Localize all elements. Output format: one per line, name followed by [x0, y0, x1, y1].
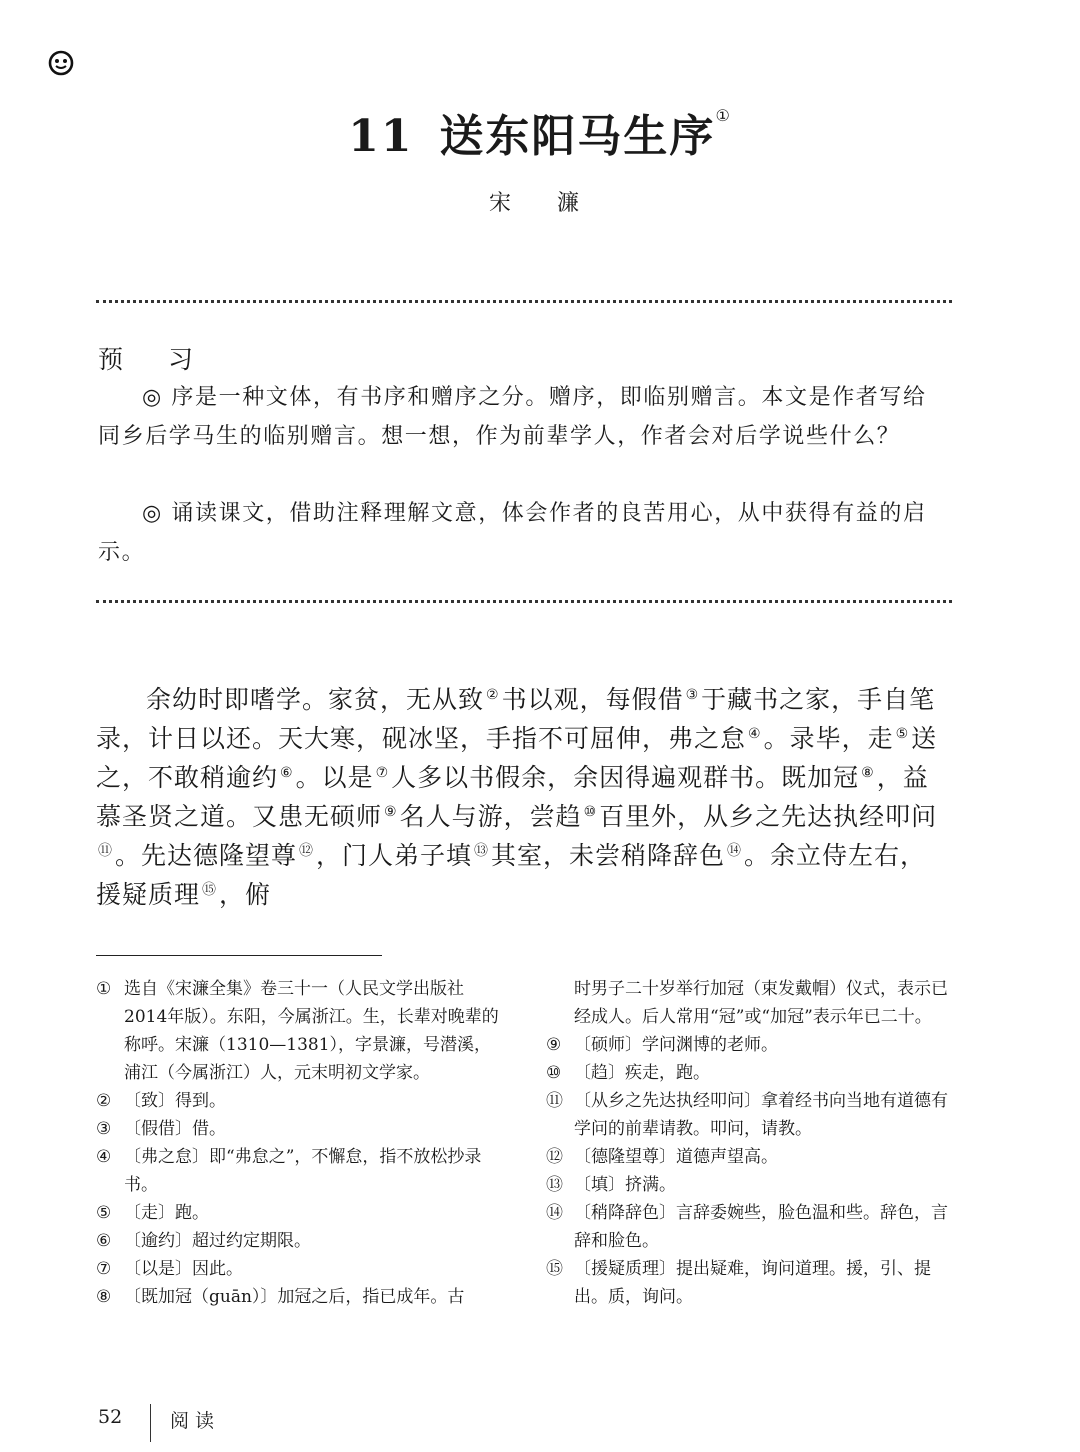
footnote-text: 〔援疑质理〕提出疑难，询问道理。援，引、提出。质，询问。: [574, 1259, 931, 1307]
footnote-mark: ⑨: [546, 1035, 562, 1055]
footnote-ref: ⑮: [202, 882, 218, 898]
footnote-text: 〔逾约〕超过约定期限。: [124, 1231, 311, 1251]
lesson-title: [0, 100, 1080, 164]
footnote-text: 〔走〕跑。: [124, 1203, 209, 1223]
footnote-ref: ⑪: [98, 843, 113, 859]
footnote-text: 〔稍降辞色〕言辞委婉些，脸色温和些。辞色，言辞和脸色。: [574, 1203, 948, 1251]
footnote-continuation: [546, 975, 956, 1031]
main-text-paragraph: [96, 680, 952, 914]
lesson-title-text: 送东阳马生序: [439, 111, 716, 162]
footnote-text: 〔德隆望尊〕道德声望高。: [574, 1147, 778, 1167]
text-segment: 余幼时即嗜学。家贫，无从致: [146, 685, 485, 714]
footnote-ref: ③: [685, 687, 700, 703]
title-footnote-mark: ①: [715, 106, 732, 125]
footnote-item: [546, 1199, 956, 1255]
footnote-mark: ⑤: [96, 1203, 112, 1223]
section-label: 阅读: [170, 1410, 221, 1432]
footnote-text: 〔以是〕因此。: [124, 1259, 243, 1279]
smiley-face-icon: [48, 50, 74, 76]
footnote-item: [96, 1283, 506, 1311]
footnote-mark: ⑪: [546, 1091, 563, 1111]
text-segment: ，俯: [219, 880, 272, 909]
footnote-item: [546, 1087, 956, 1143]
footnote-ref: ⑤: [895, 726, 910, 742]
footnote-mark: ②: [96, 1091, 112, 1111]
dotted-divider-bottom: [96, 600, 952, 603]
footnote-item: [546, 1255, 956, 1311]
footnote-ref: ⑥: [280, 765, 294, 781]
footnote-mark: ⑧: [96, 1287, 112, 1307]
footnote-ref: ⑬: [474, 843, 490, 859]
footnote-text: 〔致〕得到。: [124, 1091, 226, 1111]
footnote-text: 选自《宋濂全集》卷三十一（人民文学出版社2014年版）。东阳，今属浙江。生，长辈对晚辈的称呼。宋濂（1310—1381），字景濂，号潜溪，浦江（今属浙江）人，元末明初文学家。: [124, 979, 499, 1083]
text-segment: 人多以书假余，余因得遍观群书。既加冠: [391, 763, 860, 792]
lesson-number: 11: [348, 111, 414, 162]
footnote-ref: ②: [486, 687, 500, 703]
footnote-item: [96, 1199, 506, 1227]
footnote-item: [546, 1171, 956, 1199]
footnote-rule: [96, 955, 382, 956]
footnote-item: [96, 1227, 506, 1255]
footnotes-left-column: [96, 975, 506, 1311]
footnote-ref: ⑨: [384, 804, 398, 820]
footnote-mark: ⑥: [96, 1231, 112, 1251]
footnote-ref: ④: [748, 726, 762, 742]
footnote-mark: ⑭: [546, 1203, 563, 1223]
dotted-divider-top: [96, 300, 952, 303]
footnote-text: 时男子二十岁举行加冠（束发戴帽）仪式，表示已经成人。后人常用“冠”或“加冠”表示年已二十。: [574, 979, 948, 1027]
footnote-ref: ⑧: [861, 765, 875, 781]
preview-paragraph-1: ◎ 序是一种文体，有书序和赠序之分。赠序，即临别赠言。本文是作者写给同乡后学马生的临别赠言。想一想，作为前辈学人，作者会对后学说些什么？: [98, 385, 927, 449]
footnote-ref: ⑦: [375, 765, 390, 781]
text-segment: 书以观，每假借: [501, 685, 684, 714]
footnote-item: [96, 1087, 506, 1115]
text-segment: 其室，未尝稍降辞色: [491, 841, 726, 870]
footer-divider: [150, 1404, 151, 1442]
footnote-ref: ⑭: [727, 843, 743, 859]
footnote-mark: ⑫: [546, 1147, 563, 1167]
text-segment: 于藏书之家，手自笔录，计日以还。天大寒，砚冰坚，手指不可屈伸，弗之怠: [96, 685, 936, 753]
text-segment: 。余立侍左右，援疑质理: [96, 841, 927, 909]
footnote-text: 〔填〕挤满。: [574, 1175, 676, 1195]
footnote-text: 〔从乡之先达执经叩问〕拿着经书向当地有道德有学问的前辈请教。叩问，请教。: [574, 1091, 948, 1139]
text-segment: ，益慕圣贤之道。又患无硕师: [96, 763, 929, 831]
text-segment: 名人与游，尝趋: [399, 802, 582, 831]
footnote-mark: ⑮: [546, 1259, 563, 1279]
footnote-text: 〔硕师〕学问渊博的老师。: [574, 1035, 778, 1055]
author-name: 宋 濂: [488, 191, 591, 216]
footnote-mark: ⑬: [546, 1175, 563, 1195]
preview-heading: 预 习: [98, 345, 204, 374]
footnotes-right-column: [546, 975, 956, 1311]
footnote-text: 〔弗之怠〕即“弗怠之”，不懈怠，指不放松抄录书。: [124, 1147, 482, 1195]
footnote-mark: ⑦: [96, 1259, 112, 1279]
footnote-item: [96, 975, 506, 1087]
text-segment: 。以是: [295, 763, 374, 792]
text-segment: 送之，不敢稍逾约: [96, 724, 938, 792]
preview-paragraph-2: ◎ 诵读课文，借助注释理解文意，体会作者的良苦用心，从中获得有益的启示。: [98, 501, 927, 565]
footnote-ref: ⑩: [583, 804, 598, 820]
footnote-item: [546, 1031, 956, 1059]
footnote-mark: ①: [96, 979, 112, 999]
text-segment: 。先达德隆望尊: [115, 841, 298, 870]
footnote-text: 〔趋〕疾走，跑。: [574, 1063, 710, 1083]
footnote-text: 〔既加冠（guān）〕加冠之后，指已成年。古: [124, 1287, 465, 1307]
footnote-item: [546, 1059, 956, 1087]
text-segment: 百里外，从乡之先达执经叩问: [599, 802, 938, 831]
footnote-mark: ⑩: [546, 1063, 562, 1083]
footnote-item: [546, 1143, 956, 1171]
footnote-ref: ⑫: [299, 843, 315, 859]
footnote-mark: ③: [96, 1119, 112, 1139]
footnote-mark: ④: [96, 1147, 112, 1167]
footnote-item: [96, 1143, 506, 1199]
footnote-item: [96, 1115, 506, 1143]
page-number: 52: [98, 1406, 123, 1428]
text-segment: 。录毕，走: [763, 724, 894, 753]
footnote-text: 〔假借〕借。: [124, 1119, 226, 1139]
text-segment: ，门人弟子填: [316, 841, 473, 870]
footnote-item: [96, 1255, 506, 1283]
